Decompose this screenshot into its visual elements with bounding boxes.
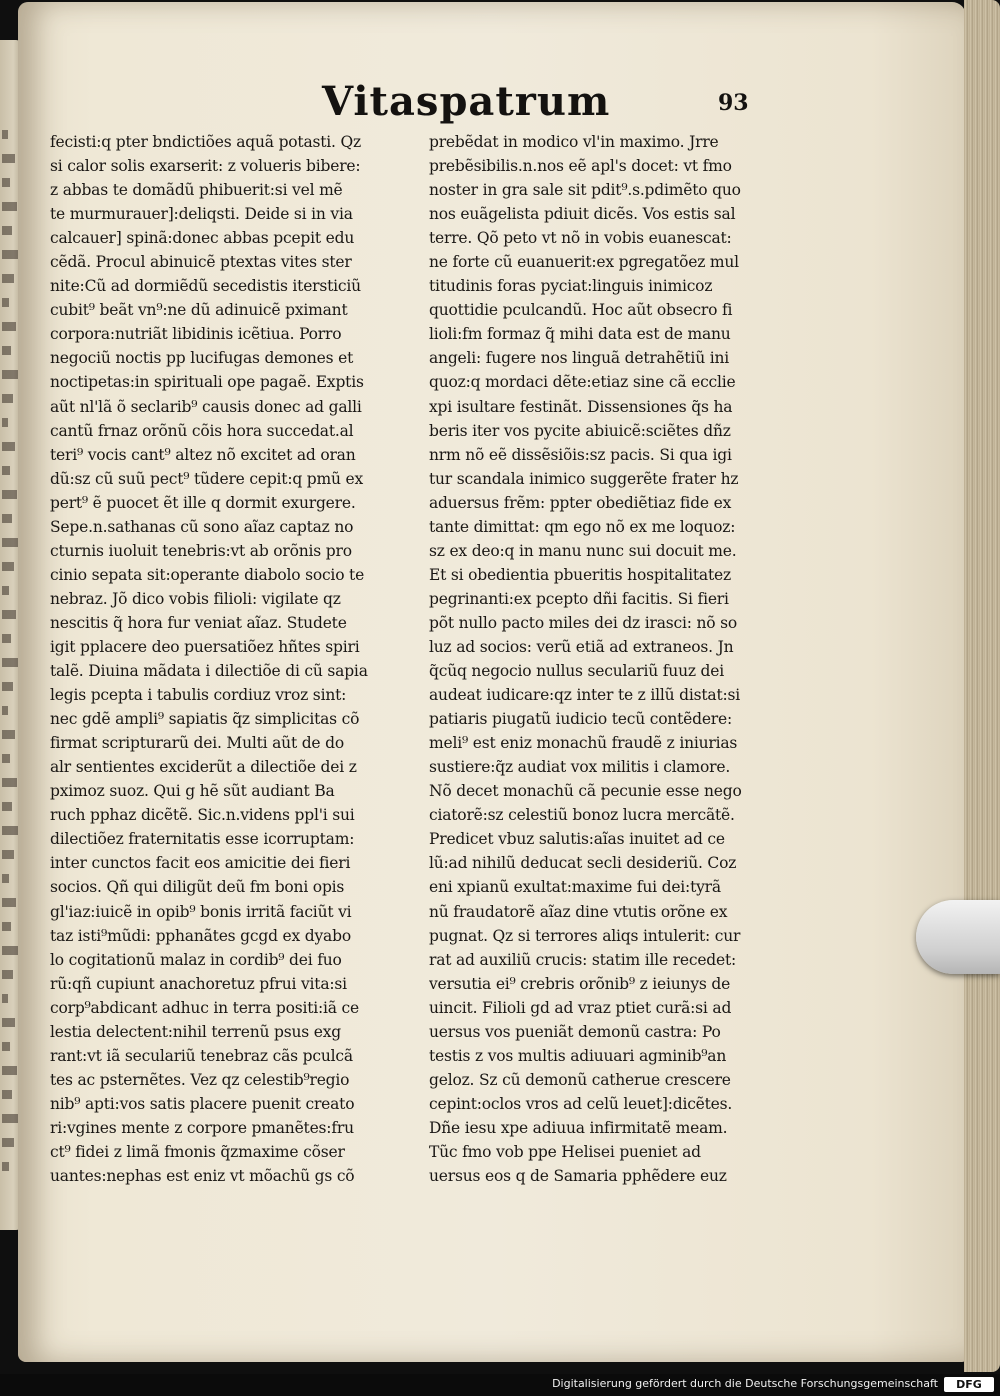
facing-page-ink-mark — [2, 1114, 19, 1123]
footer-credit: Digitalisierung gefördert durch die Deutsche Forschungsgemeinschaft — [552, 1377, 938, 1390]
text-line: titudinis foras pyciat:linguis inimicoz — [429, 277, 713, 296]
text-line: nebraz. Jõ dico vobis filioli: vigilate qz — [50, 589, 341, 608]
text-line: angeli: fugere nos linguã detrahẽtiũ ini — [429, 349, 729, 368]
text-line: tes ac psternẽtes. Vez qz celestib⁹regio — [50, 1070, 350, 1089]
text-line: pugnat. Qz si terrores aliqs intulerit: cur — [429, 926, 741, 945]
text-line: ne forte cũ euanuerit:ex pgregatõez mul — [429, 253, 739, 272]
facing-page-ink-mark — [2, 466, 10, 475]
text-line: nrm nõ eẽ dissẽsiõis:sz pacis. Si qua igi — [429, 445, 732, 464]
page-clip-icon — [916, 900, 1000, 974]
text-line: te murmurauer]:deliqsti. Deide si in via — [50, 205, 353, 224]
facing-page-ink-mark — [2, 586, 9, 595]
text-line: q̃cũq negocio nullus seculariũ fuuz dei — [429, 662, 724, 681]
facing-page-ink-mark — [2, 1018, 15, 1027]
text-line: cepint:oclos vros ad celũ leuet]:dicẽtes. — [429, 1094, 733, 1113]
facing-page-ink-mark — [2, 898, 16, 907]
text-line: lioli:fm formaz q̃ mihi data est de manu — [429, 325, 731, 344]
facing-page-ink-mark — [2, 562, 14, 571]
facing-page-ink-mark — [2, 274, 14, 283]
text-line: teri⁹ vocis cant⁹ altez nõ excitet ad oran — [50, 445, 356, 464]
facing-page-ink-mark — [2, 418, 8, 427]
facing-page-ink-mark — [2, 346, 11, 355]
facing-page-ink-mark — [2, 322, 16, 331]
text-line: quottidie pculcandũ. Hoc aũt obsecro fi — [429, 301, 733, 320]
text-line: uantes:nephas est eniz vt mõachũ gs cõ — [50, 1167, 355, 1186]
text-line: Et si obedientia pbueritis hospitalitatez — [429, 565, 731, 584]
text-line: cubit⁹ beãt vn⁹:ne dũ adinuicẽ pximant — [50, 301, 348, 320]
facing-page-ink-mark — [2, 802, 12, 811]
text-line: nite:Cũ ad dormiẽdũ secedistis itersticiũ — [50, 277, 361, 296]
text-line: beris iter vos pycite abiuicẽ:sciẽtes dñz — [429, 421, 731, 440]
facing-page-ink-mark — [2, 658, 18, 667]
facing-page-ink-mark — [2, 1162, 9, 1171]
text-line: Sepe.n.sathanas cũ sono aĩaz captaz no — [50, 517, 354, 536]
text-line: fecisti:q pter bndictiões aquã potasti. Qz — [50, 133, 361, 151]
text-line: corp⁹abdicant adhuc in terra positi:iã ce — [50, 998, 360, 1017]
text-line: socios. Qñ qui diligũt deũ fm boni opis — [50, 878, 345, 897]
text-line: prebẽdat in modico vl'in maximo. Jrre — [429, 133, 719, 151]
facing-page-ink-mark — [2, 538, 19, 547]
text-line: ct⁹ fidei z limã fmonis q̃zmaxime cõser — [50, 1142, 345, 1161]
text-line: nũ fraudatorẽ aĩaz dine vtutis orõne ex — [429, 902, 728, 921]
text-line: audeat iudicare:qz inter te z illũ distat:si — [429, 686, 741, 705]
facing-page-ink-mark — [2, 970, 13, 979]
facing-page-ink-mark — [2, 130, 8, 139]
facing-page-ink-mark — [2, 1090, 12, 1099]
text-line: noctipetas:in spirituali ope pagaẽ. Exptis — [50, 373, 364, 392]
facing-page-ink-mark — [2, 298, 9, 307]
facing-page-ink-mark — [2, 610, 16, 619]
text-line: Dñe iesu xpe adiuua infirmitatẽ meam. — [429, 1118, 728, 1137]
text-line: cturnis iuoluit tenebris:vt ab orõnis pro — [50, 541, 352, 560]
text-line: ruch pphaz dicẽtẽ. Sic.n.videns ppl'i sui — [50, 806, 355, 825]
dfg-logo: DFG — [944, 1377, 994, 1392]
text-line: dũ:sz cũ suũ pect⁹ tũdere cepit:q pmũ ex — [50, 469, 364, 488]
text-line: corpora:nutriãt libidinis icẽtiua. Porro — [50, 325, 342, 344]
text-line: rũ:qñ cupiunt anachoretuz pfrui vita:si — [50, 974, 347, 993]
text-line: põt nullo pacto miles dei dz irasci: nõ so — [429, 613, 738, 632]
text-line: aduersus frẽm: ppter obediẽtiaz fide ex — [429, 493, 732, 512]
text-line: terre. Qõ peto vt nõ in vobis euanescat: — [429, 229, 732, 248]
text-line: testis z vos multis adiuuari agminib⁹an — [429, 1046, 727, 1065]
book-page — [18, 2, 966, 1362]
text-line: versutia ei⁹ crebris orõnib⁹ z ieiunys de — [429, 974, 731, 993]
running-head: Vitaspatrum — [322, 78, 611, 125]
text-line: firmat scripturarũ dei. Multi aũt de do — [50, 734, 344, 753]
facing-page-ink-mark — [2, 154, 15, 163]
facing-page-ink-mark — [2, 1042, 10, 1051]
text-line: geloz. Sz cũ demonũ catherue crescere — [429, 1070, 731, 1089]
text-line: prebẽsibilis.n.nos eẽ apl's docet: vt fmo — [429, 157, 732, 176]
text-line: nescitis q̃ hora fur veniat aĩaz. Studete — [50, 613, 347, 632]
text-line: z abbas te domãdũ phibuerit:si vel mẽ — [50, 181, 343, 200]
text-line: Predicet vbuz salutis:aĩas inuitet ad ce — [429, 830, 725, 849]
text-line: lo cogitationũ malaz in cordib⁹ dei fuo — [50, 950, 342, 969]
text-line: nos euãgelista pdiuit dicẽs. Vos estis sal — [429, 205, 736, 224]
facing-page-ink-mark — [2, 706, 8, 715]
text-line: uincit. Filioli gd ad vraz ptiet curã:si ad — [429, 998, 732, 1017]
text-line: uersus eos q de Samaria pphẽdere euz — [429, 1167, 727, 1186]
text-line: tur scandala inimico suggerẽte frater hz — [429, 469, 739, 488]
facing-page-ink-mark — [2, 370, 18, 379]
facing-page-ink-mark — [2, 682, 13, 691]
facing-page-ink-mark — [2, 1066, 17, 1075]
text-line: legis pcepta i tabulis cordiuz vroz sint: — [50, 686, 347, 705]
text-line: pegrinanti:ex pcepto dñi facitis. Si fieri — [429, 589, 729, 608]
text-line: alr sentientes exciderũt a dilectiõe dei z — [50, 758, 357, 777]
folio-number: 93 — [718, 90, 749, 116]
text-line: noster in gra sale sit pdit⁹.s.pdimẽto quo — [429, 181, 741, 200]
text-line: gl'iaz:iuicẽ in opib⁹ bonis irritã faciũt vi — [50, 902, 352, 921]
text-line: dilectiõez fraternitatis esse icorruptam: — [50, 830, 355, 849]
facing-page-ink-mark — [2, 634, 11, 643]
facing-page-ink-mark — [2, 850, 14, 859]
facing-page-ink-mark — [2, 514, 12, 523]
text-line: cẽdã. Procul abinuicẽ ptextas vites ster — [50, 253, 352, 272]
footer-bar — [0, 1374, 1000, 1396]
text-line: pximoz suoz. Qui g hẽ sũt audiant Ba — [50, 782, 335, 801]
facing-page-ink-mark — [2, 946, 18, 955]
text-line: taz isti⁹mũdi: pphanãtes gcgd ex dyabo — [50, 926, 351, 945]
text-line: cantũ frnaz orõnũ cõis hora succedat.al — [50, 421, 354, 440]
text-line: rant:vt iã seculariũ tenebraz cãs pculcã — [50, 1046, 353, 1065]
text-line: calcauer] spinã:donec abbas pcepit edu — [50, 229, 355, 248]
text-line: patiaris piugatũ iudicio tecũ contẽdere: — [429, 710, 733, 729]
facing-page-ink-mark — [2, 202, 17, 211]
text-line: cinio sepata sit:operante diabolo socio te — [50, 565, 365, 584]
facing-page-ink-mark — [2, 442, 15, 451]
text-line: sz ex deo:q in manu nunc sui docuit me. — [429, 541, 737, 560]
facing-page-ink-mark — [2, 778, 17, 787]
text-line: pert⁹ ẽ puocet ẽt ille q dormit exurgere. — [50, 493, 356, 512]
text-column-right — [429, 130, 791, 1188]
text-line: aũt nl'lã õ seclarib⁹ causis donec ad galli — [50, 397, 362, 416]
facing-page-ink-mark — [2, 250, 19, 259]
text-line: tante dimittat: qm ego nõ ex me loquoz: — [429, 517, 736, 536]
text-line: inter cunctos facit eos amicitie dei fieri — [50, 854, 351, 873]
text-line: quoz:q mordaci dẽte:etiaz sine cã ecclie — [429, 373, 736, 392]
text-line: lũ:ad nihilũ deducat secli desideriũ. Coz — [429, 854, 737, 873]
text-line: nec gdẽ ampli⁹ sapiatis q̃z simplicitas cõ — [50, 710, 360, 729]
text-line: lestia delectent:nihil terrenũ psus exg — [50, 1022, 342, 1041]
text-line: rat ad auxiliũ crucis: statim ille recedet: — [429, 950, 737, 969]
text-line: Nõ decet monachũ cã pecunie esse nego — [429, 782, 742, 801]
facing-page-ink-mark — [2, 394, 13, 403]
facing-page-ink-mark — [2, 178, 10, 187]
facing-page-ink-mark — [2, 490, 17, 499]
text-line: negociũ noctis pp lucifugas demones et — [50, 349, 354, 368]
text-line: talẽ. Diuina mãdata i dilectiõe di cũ sapia — [50, 662, 368, 681]
facing-page-ink-mark — [2, 994, 8, 1003]
facing-page-ink-mark — [2, 1138, 14, 1147]
facing-page-ink-mark — [2, 730, 15, 739]
text-line: igit pplacere deo puersatiõez hñtes spiri — [50, 637, 360, 656]
facing-page-ink-mark — [2, 754, 10, 763]
text-line: luz ad socios: verũ etiã ad extraneos. Jn — [429, 637, 734, 656]
facing-page-ink-mark — [2, 922, 11, 931]
facing-page-ink-mark — [2, 226, 12, 235]
fore-edge-pages — [964, 0, 1000, 1372]
text-line: ri:vgines mente z corpore pmanẽtes:fru — [50, 1118, 354, 1137]
text-line: nib⁹ apti:vos satis placere puenit creato — [50, 1094, 355, 1113]
facing-page-ink-mark — [2, 874, 9, 883]
text-line: meli⁹ est eniz monachũ fraudẽ z iniurias — [429, 734, 738, 753]
text-line: eni xpianũ exultat:maxime fui dei:tyrã — [429, 878, 721, 897]
text-line: xpi isultare festinãt. Dissensiones q̃s ha — [429, 397, 733, 416]
text-line: si calor solis exarserit: z volueris bibere: — [50, 157, 361, 176]
text-column-left — [50, 130, 412, 1188]
text-line: Tũc fmo vob ppe Helisei pueniet ad — [429, 1142, 701, 1161]
text-line: uersus vos pueniãt demonũ castra: Po — [429, 1022, 721, 1041]
facing-page-ink-mark — [2, 826, 19, 835]
text-line: sustiere:q̃z audiat vox militis i clamore. — [429, 758, 731, 777]
text-line: ciatorẽ:sz celestiũ bonoz lucra mercãtẽ. — [429, 806, 735, 825]
